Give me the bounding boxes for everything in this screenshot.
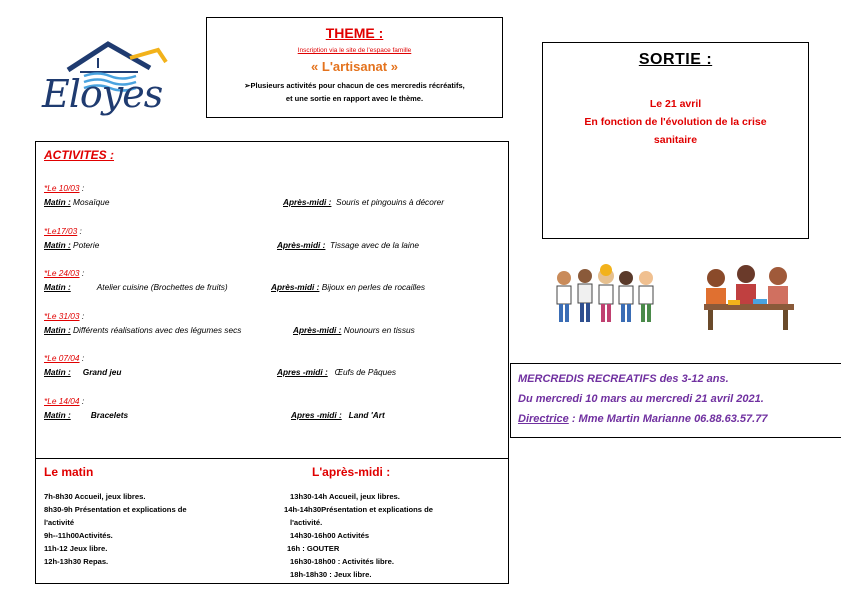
theme-description-line: et une sortie en rapport avec le thème. bbox=[285, 94, 424, 103]
children-group-illustration bbox=[552, 264, 662, 334]
eloyes-logo bbox=[38, 38, 188, 120]
child-figure-icon bbox=[578, 269, 592, 322]
schedule-item: 7h-8h30 Accueil, jeux libres. bbox=[44, 492, 146, 501]
activity-date: *Le 24/03 : bbox=[44, 268, 85, 278]
theme-description-line: ➢Plusieurs activités pour chacun de ces mercredis récréatifs, bbox=[244, 81, 465, 90]
schedule-item: 11h-12 Jeux libre. bbox=[44, 544, 108, 553]
activity-afternoon: Après-midi : Tissage avec de la laine bbox=[277, 240, 419, 250]
activity-afternoon: Après-midi : Nounours en tissus bbox=[293, 325, 415, 335]
morning-schedule-list bbox=[44, 490, 187, 568]
activity-morning: Matin : Bracelets bbox=[44, 410, 129, 420]
child-figure-icon bbox=[619, 271, 633, 322]
children-crafting-illustration bbox=[698, 262, 798, 334]
info-box bbox=[510, 363, 841, 438]
info-director bbox=[518, 409, 841, 429]
director-contact: : Mme Martin Marianne 06.88.63.57.77 bbox=[568, 413, 768, 425]
theme-name: « L'artisanat » bbox=[311, 59, 398, 74]
morning-schedule-title: Le matin bbox=[44, 465, 94, 479]
activity-morning: Matin : Grand jeu bbox=[44, 367, 122, 377]
schedule-item: 14h-14h30Présentation et explications de bbox=[284, 505, 433, 514]
theme-title: THEME : bbox=[325, 25, 384, 41]
sortie-box bbox=[542, 42, 809, 239]
activities-title: ACTIVITES : bbox=[44, 148, 115, 162]
schedule-item: l'activité bbox=[44, 518, 75, 527]
child-figure-icon bbox=[639, 271, 653, 322]
schedule-item: 18h-18h30 : Jeux libre. bbox=[290, 570, 372, 579]
schedule-box bbox=[35, 458, 509, 584]
child-figure-icon bbox=[598, 264, 614, 322]
schedule-item: l'activité. bbox=[290, 518, 323, 527]
activity-morning: Matin : Différents réalisations avec des légumes secs bbox=[44, 325, 242, 335]
activity-date: *Le 14/04 : bbox=[44, 396, 85, 406]
activity-afternoon: Après-midi : Bijoux en perles de rocailles bbox=[271, 282, 426, 292]
activities-box bbox=[35, 141, 509, 459]
activity-afternoon: Apres -midi : Land 'Art bbox=[291, 410, 385, 420]
activity-morning: Matin : Mosaïque bbox=[44, 197, 110, 207]
registration-link[interactable]: Inscription via le site de l'espace famille bbox=[297, 47, 412, 54]
activity-afternoon: Après-midi : Souris et pingouins à décorer bbox=[283, 197, 444, 207]
schedule-item: 13h30-14h Accueil, jeux libres. bbox=[290, 492, 400, 501]
activity-afternoon: Apres -midi : Œufs de Pâques bbox=[277, 367, 396, 377]
activity-date: *Le 10/03 : bbox=[44, 183, 85, 193]
info-dates: Du mercredi 10 mars au mercredi 21 avril 2021. bbox=[518, 393, 764, 405]
activity-morning: Matin : Poterie bbox=[44, 240, 100, 250]
info-program-title: MERCREDIS RECREATIFS des 3-12 ans. bbox=[518, 373, 729, 385]
schedule-item: 16h30-18h00 : Activités libre. bbox=[290, 557, 394, 566]
activity-date: *Le17/03 : bbox=[44, 226, 82, 236]
sortie-condition: sanitaire bbox=[653, 134, 698, 146]
activity-date: *Le 07/04 : bbox=[44, 353, 85, 363]
schedule-item: 14h30-16h00 Activités bbox=[290, 531, 370, 540]
schedule-item: 8h30-9h Présentation et explications de bbox=[44, 505, 187, 514]
director-label: Directrice bbox=[518, 413, 569, 425]
schedule-item: 16h : GOUTER bbox=[287, 544, 340, 553]
schedule-item: 12h-13h30 Repas. bbox=[44, 557, 109, 566]
afternoon-schedule-list bbox=[284, 490, 433, 581]
child-figure-icon bbox=[557, 271, 571, 322]
activity-date: *Le 31/03 : bbox=[44, 311, 85, 321]
sortie-title: SORTIE : bbox=[638, 51, 713, 68]
schedule-item: 9h--11h00Activités. bbox=[44, 531, 113, 540]
activity-morning: Matin : Atelier cuisine (Brochettes de fruits) bbox=[44, 282, 228, 292]
theme-box bbox=[206, 17, 503, 118]
afternoon-schedule-title: L'après-midi : bbox=[312, 465, 391, 479]
logo-text: Eloyes bbox=[42, 72, 163, 116]
sortie-date: Le 21 avril bbox=[649, 98, 702, 110]
sortie-condition: En fonction de l'évolution de la crise bbox=[584, 116, 767, 128]
